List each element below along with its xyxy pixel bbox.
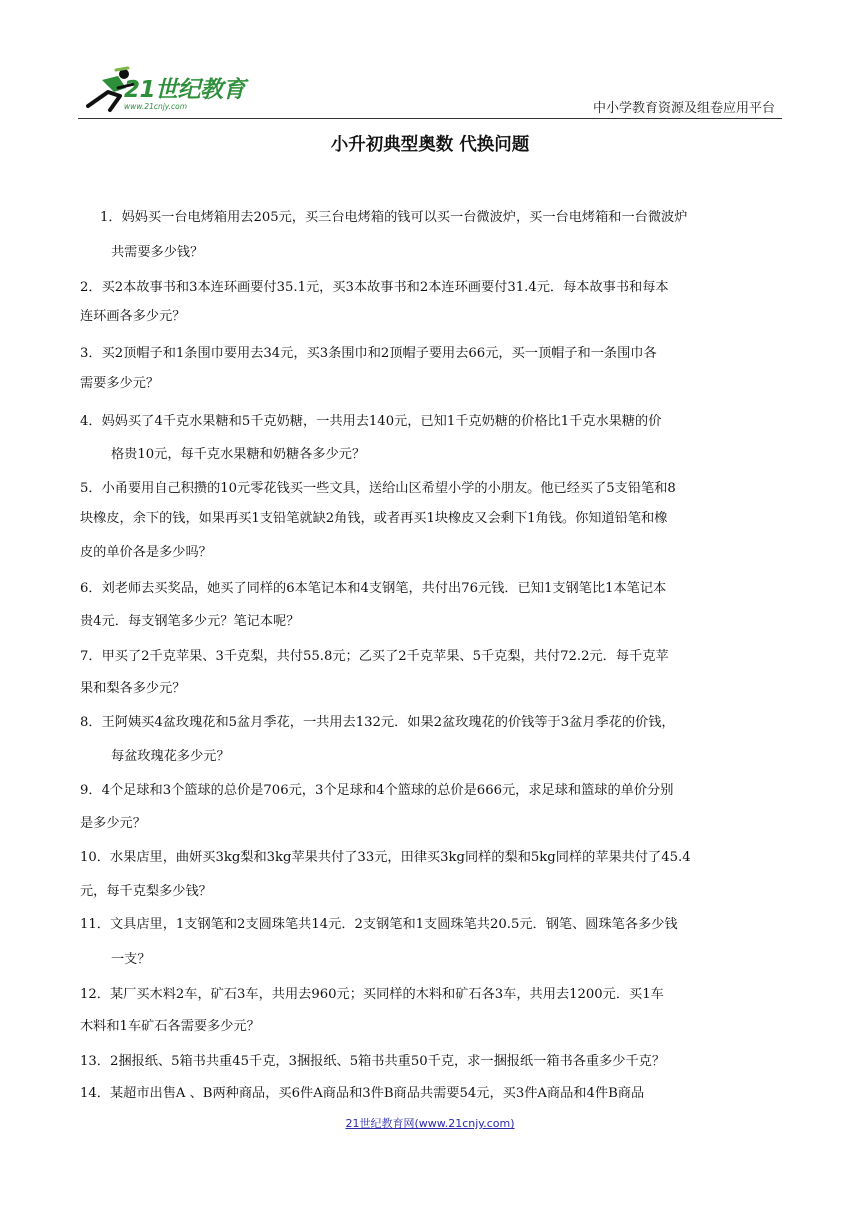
question-line: 块橡皮，余下的钱，如果再买1支铅笔就缺2角钱，或者再买1块橡皮又会剩下1角钱。你知道铅笔和橡 bbox=[80, 511, 668, 526]
question-line: 6．刘老师去买奖品，她买了同样的6本笔记本和4支钢笔，共付出76元钱．已知1支钢笔比1本笔记本 bbox=[80, 581, 667, 596]
question-line: 是多少元？ bbox=[80, 816, 146, 831]
question-line: 12．某厂买木料2车，矿石3车，共用去960元；买同样的木料和矿石各3车，共用去1200元．买1车 bbox=[80, 987, 664, 1002]
page-title: 小升初典型奥数 代换问题 bbox=[330, 135, 530, 155]
question-line: 一支？ bbox=[111, 952, 151, 967]
question-line: 9．4个足球和3个篮球的总价是706元，3个足球和4个篮球的总价是666元，求足球和篮球的单价分别 bbox=[80, 783, 674, 798]
question-line: 1．妈妈买一台电烤箱用去205元，买三台电烤箱的钱可以买一台微波炉，买一台电烤箱和一台微波炉 bbox=[100, 210, 688, 225]
header-divider bbox=[78, 118, 782, 119]
question-line: 10．水果店里，曲妍买3kg梨和3kg苹果共付了33元，田律买3kg同样的梨和5kg同样的苹果共付了45.4 bbox=[80, 850, 691, 865]
question-line: 4．妈妈买了4千克水果糖和5千克奶糖，一共用去140元，已知1千克奶糖的价格比1千克水果糖的价 bbox=[80, 414, 662, 429]
question-line: 13．2捆报纸、5箱书共重45千克，3捆报纸、5箱书共重50千克，求一捆报纸一箱书各重多少千克？ bbox=[80, 1054, 666, 1069]
question-line: 需要多少元？ bbox=[80, 376, 160, 391]
question-line: 共需要多少钱？ bbox=[111, 245, 204, 260]
question-line: 元，每千克梨多少钱？ bbox=[80, 884, 212, 899]
question-line: 皮的单价各是多少吗？ bbox=[80, 545, 212, 560]
logo-url: www.21cnjy.com bbox=[124, 102, 188, 111]
question-line: 贵4元．每支钢笔多少元？笔记本呢？ bbox=[80, 614, 300, 629]
footer-link[interactable]: 21世纪教育网(www.21cnjy.com) bbox=[345, 1117, 515, 1130]
question-line: 3．买2顶帽子和1条围巾要用去34元，买3条围巾和2顶帽子要用去66元，买一顶帽子和一条围巾各 bbox=[80, 346, 657, 361]
logo-text: 21世纪教育 bbox=[124, 77, 246, 103]
question-line: 木料和1车矿石各需要多少元？ bbox=[80, 1019, 260, 1034]
question-line: 11．文具店里，1支钢笔和2支圆珠笔共14元．2支钢笔和1支圆珠笔共20.5元．钢笔、圆珠笔各多少钱 bbox=[80, 917, 678, 932]
question-line: 2．买2本故事书和3本连环画要付35.1元，买3本故事书和2本连环画要付31.4元．每本故事书和每本 bbox=[80, 280, 669, 295]
question-line: 每盆玫瑰花多少元？ bbox=[111, 749, 230, 764]
question-line: 8．王阿姨买4盆玫瑰花和5盆月季花，一共用去132元．如果2盆玫瑰花的价钱等于3盆月季花的价钱， bbox=[80, 715, 675, 730]
question-line: 7．甲买了2千克苹果、3千克梨，共付55.8元；乙买了2千克苹果、5千克梨，共付72.2元．每千克苹 bbox=[80, 649, 669, 664]
platform-label: 中小学教育资源及组卷应用平台 bbox=[592, 101, 775, 116]
question-line: 连环画各多少元？ bbox=[80, 309, 186, 324]
question-line: 果和梨各多少元？ bbox=[80, 681, 186, 696]
question-line: 格贵10元，每千克水果糖和奶糖各多少元？ bbox=[111, 447, 366, 462]
question-line: 14．某超市出售A 、B两种商品，买6件A商品和3件B商品共需要54元，买3件A商品和4件B商品 bbox=[80, 1086, 645, 1101]
question-line: 5．小甬要用自己积攒的10元零花钱买一些文具，送给山区希望小学的小朋友。他已经买了5支铅笔和8 bbox=[80, 481, 676, 496]
